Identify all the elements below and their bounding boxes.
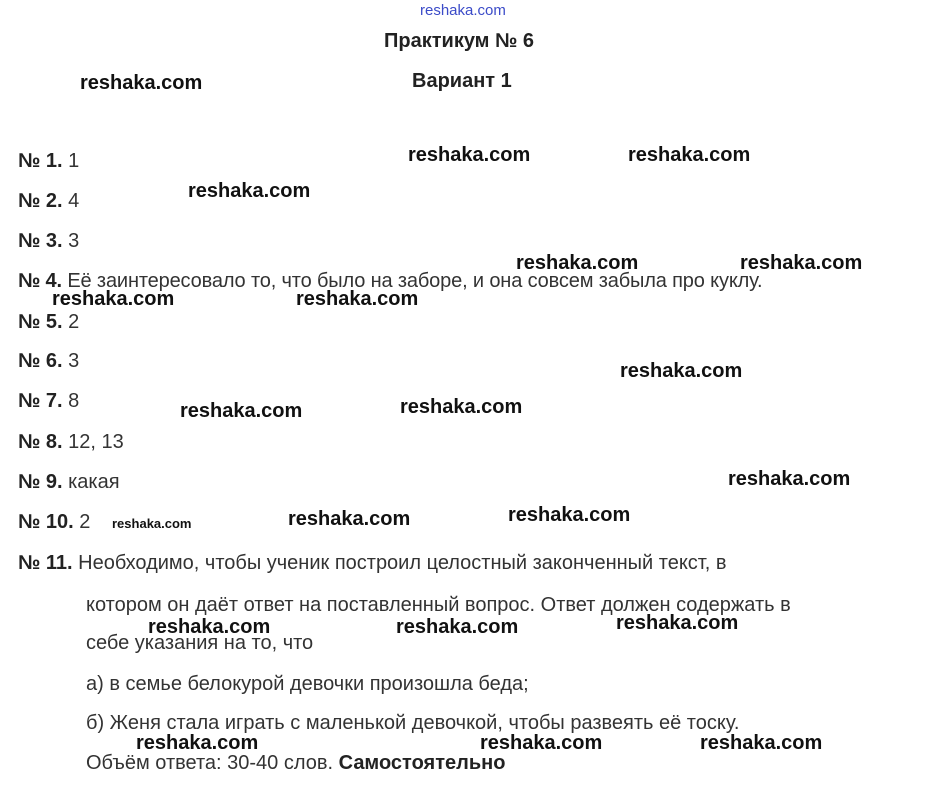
answer-text: 3 [68,230,80,252]
answer-number: № 8. [18,431,63,453]
answer-text: Её заинтересовало то, что было на заборе, и она совсем забыла про куклу. [67,270,763,292]
answer-text: 4 [68,190,80,212]
answer-number: № 11. [18,552,73,574]
watermark: reshaka.com [620,360,743,382]
watermark: reshaka.com [700,732,823,754]
answer-11-line-4: а) в семье белокурой девочки произошла беда; [86,673,529,695]
answer-text: 1 [68,150,80,172]
word-count-text: Объём ответа: 30-40 слов. [86,752,334,774]
page-title: Практикум № 6 [384,30,535,52]
answer-number: № 5. [18,311,63,333]
watermark: reshaka.com [728,468,851,490]
watermark: reshaka.com [400,396,523,418]
answer-6 [18,350,79,373]
answer-number: № 1. [18,150,63,172]
watermark: reshaka.com [80,72,203,94]
answer-8 [18,431,124,454]
watermark: reshaka.com [408,144,531,166]
watermark: reshaka.com [288,508,411,530]
answer-3 [18,230,79,253]
answer-1 [18,150,79,173]
watermark: reshaka.com [396,616,519,638]
watermark: reshaka.com [628,144,751,166]
watermark: reshaka.com [516,252,639,274]
answer-2 [18,190,79,213]
top-watermark: reshaka.com [420,2,506,19]
answer-5 [18,311,79,334]
watermark: reshaka.com [480,732,603,754]
watermark: reshaka.com [616,612,739,634]
answer-number: № 7. [18,390,63,412]
watermark: reshaka.com [180,400,303,422]
answer-text: 2 [68,311,80,333]
answer-number: № 3. [18,230,63,252]
watermark: reshaka.com [188,180,311,202]
answer-10 [18,511,90,534]
answer-11-line-2: котором он даёт ответ на поставленный вопрос. Ответ должен содержать в [86,594,791,616]
answer-text: 3 [68,350,80,372]
answer-text: Необходимо, чтобы ученик построил целостный законченный текст, в [78,552,727,574]
answer-number: № 9. [18,471,63,493]
variant-heading: Вариант 1 [412,70,512,92]
answer-text: какая [68,471,120,493]
answer-7 [18,390,79,413]
watermark: reshaka.com [148,616,271,638]
answer-9 [18,471,120,494]
answer-number: № 2. [18,190,63,212]
watermark: reshaka.com [136,732,259,754]
answer-11-line-6 [86,752,505,775]
watermark: reshaka.com [112,516,192,531]
watermark: reshaka.com [52,288,175,310]
independent-label: Самостоятельно [338,752,506,774]
answer-11-line-5: б) Женя стала играть с маленькой девочкой, чтобы развеять её тоску. [86,712,740,734]
answer-text: 2 [79,511,91,533]
answer-text: 12, 13 [68,431,124,453]
watermark: reshaka.com [740,252,863,274]
answer-number: № 10. [18,511,74,533]
answer-11-line-3: себе указания на то, что [86,632,314,654]
watermark: reshaka.com [508,504,631,526]
watermark: reshaka.com [296,288,419,310]
answer-11 [18,552,726,575]
answer-number: № 6. [18,350,63,372]
answer-number: № 4. [18,270,62,292]
answer-text: 8 [68,390,80,412]
